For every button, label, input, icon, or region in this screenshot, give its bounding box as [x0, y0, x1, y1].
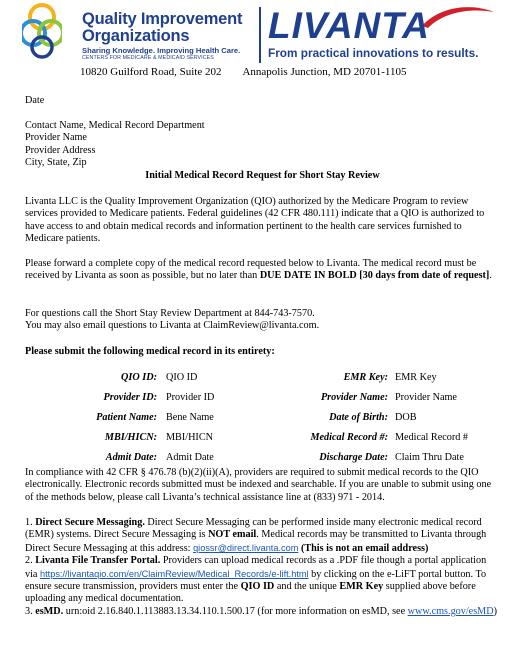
- livanta-swoosh-icon: [418, 4, 498, 30]
- recipient-provider-address: Provider Address: [25, 144, 96, 156]
- compliance-paragraph: In compliance with 42 CFR § 476.78 (b)(2)(ii)(A), providers are required to submit medical records to the QIO electronically. Electronic records submitted must be indexed and searchable. If you are unable to submit using one of the methods below, please call Livanta’s technical assistance line at (833) 971 - 2014.: [25, 467, 492, 503]
- discharge-date-label: Discharge Date:: [319, 452, 388, 463]
- recipient-city-state-zip: City, State, Zip: [25, 157, 87, 169]
- request-end: .: [489, 270, 492, 282]
- record-info-table: [25, 372, 500, 472]
- letter-date: Date: [25, 95, 45, 106]
- method-text: Direct Secure Messaging can be performed inside many electronic medical record (EMR) systems. Direct Secure Messaging is: [25, 517, 482, 541]
- dob-label: Date of Birth:: [329, 412, 388, 423]
- method-number: 2.: [25, 555, 33, 567]
- livanta-tagline: From practical innovations to results.: [268, 46, 479, 60]
- address-city: Annapolis Junction, MD 20701-1105: [242, 66, 407, 78]
- dob-value: DOB: [395, 412, 417, 423]
- table-row: [25, 432, 500, 452]
- provider-id-value: Provider ID: [166, 392, 215, 403]
- provider-name-label: Provider Name:: [320, 392, 388, 403]
- method-text: ): [493, 605, 497, 617]
- qio-name-line2: Organizations: [82, 27, 190, 45]
- not-email-note: (This is not an email address): [298, 542, 429, 554]
- recipient-contact: Contact Name, Medical Record Department: [25, 120, 205, 131]
- return-address: [80, 66, 406, 78]
- qio-id-value: QIO ID: [166, 372, 198, 383]
- provider-name-value: Provider Name: [395, 392, 457, 403]
- method-number: 3.: [25, 605, 33, 617]
- medical-record-label: Medical Record #:: [310, 432, 388, 443]
- method-title: Direct Secure Messaging.: [35, 517, 145, 528]
- submit-heading: Please submit the following medical record in its entirety:: [25, 346, 275, 357]
- direct-address-link[interactable]: qiossr@direct.livanta.com: [193, 542, 299, 553]
- submission-methods: [25, 517, 500, 618]
- recipient-provider-name: Provider Name: [25, 132, 87, 144]
- qio-circles-icon: [22, 3, 62, 59]
- emr-key-value: EMR Key: [395, 372, 437, 383]
- method-title: Livanta File Transfer Portal.: [35, 555, 161, 567]
- method-esmd: [25, 606, 500, 618]
- method-text: by clicking on the e-LiFT portal button. To ensure secure transmission, providers must enter the: [25, 568, 487, 593]
- method-title: esMD.: [35, 605, 64, 617]
- medical-record-value: Medical Record #: [395, 432, 468, 443]
- emr-key-label: EMR Key:: [343, 372, 388, 383]
- method-text: Providers can upload medical records as a .PDF file though a portal application via: [25, 555, 487, 580]
- patient-name-label: Patient Name:: [96, 412, 157, 423]
- contact-phone-line: For questions call the Short Stay Review Department at 844-743-7570.: [25, 308, 315, 319]
- emr-key-emphasis: EMR Key: [339, 581, 384, 593]
- method-text: supplied above before uploading any medical documentation.: [25, 581, 476, 605]
- method-text: and the unique: [274, 581, 340, 593]
- elift-portal-link[interactable]: https://livantaqio.com/en/ClaimReview/Medical_Records/e-lift.html: [40, 568, 309, 579]
- livanta-logo: [268, 4, 500, 64]
- intro-paragraph: Livanta LLC is the Quality Improvement Organization (QIO) authorized by the Medicare Program to review services provided to Medicare patients. Federal guidelines (42 CFR 480.111) indicate that a QIO is authorized to have access to and obtain medical records and information pertinent to the health care services furnished to Medicare patients.: [25, 196, 485, 245]
- address-street: 10820 Guilford Road, Suite 202: [80, 66, 222, 78]
- qio-id-emphasis: QIO ID: [240, 581, 275, 593]
- qio-wordmark: [82, 11, 242, 62]
- qio-id-label: QIO ID:: [121, 372, 157, 383]
- mbi-hicn-value: MBI/HICN: [166, 432, 213, 443]
- method-text: urn:oid 2.16.840.1.113883.13.34.110.1.500.17 (for more information on esMD, see: [63, 605, 408, 617]
- admit-date-label: Admit Date:: [105, 452, 157, 463]
- contact-paragraph: [25, 308, 500, 333]
- contact-email-line: You may also email questions to Livanta at ClaimReview@livanta.com.: [25, 320, 320, 332]
- header-divider: [259, 7, 261, 63]
- qio-name-line1: Quality Improvement: [82, 10, 243, 28]
- not-email-emphasis: NOT email: [208, 529, 257, 541]
- table-row: [25, 372, 500, 392]
- request-paragraph: [25, 258, 500, 283]
- due-date: DUE DATE IN BOLD [30 days from date of request]: [259, 270, 490, 282]
- method-text: . Medical records may be transmitted to Livanta through Direct Secure Messaging at this address:: [25, 529, 487, 554]
- method-number: 1.: [25, 517, 33, 528]
- qio-logo: [22, 3, 254, 65]
- recipient-block: [25, 120, 500, 170]
- provider-id-label: Provider ID:: [103, 392, 157, 403]
- qio-subtagline: CENTERS FOR MEDICARE & MEDICAID SERVICES: [82, 55, 214, 61]
- method-file-transfer: [25, 555, 500, 606]
- table-row: [25, 392, 500, 412]
- mbi-hicn-label: MBI/HICN:: [104, 432, 157, 443]
- cms-esmd-link[interactable]: www.cms.gov/esMD: [407, 605, 494, 617]
- qio-tagline: Sharing Knowledge. Improving Health Care.: [82, 46, 241, 55]
- method-direct-secure: [25, 517, 500, 555]
- letter-title: Initial Medical Record Request for Short Stay Review: [145, 170, 380, 181]
- admit-date-value: Admit Date: [166, 452, 214, 463]
- patient-name-value: Bene Name: [166, 412, 214, 423]
- livanta-wordmark: LIVANTA: [268, 5, 430, 46]
- request-text: Please forward a complete copy of the medical record requested below to Livanta. The medical record must be received by Livanta as soon as possible, but no later than: [25, 258, 477, 282]
- discharge-date-value: Claim Thru Date: [395, 452, 464, 463]
- table-row: [25, 412, 500, 432]
